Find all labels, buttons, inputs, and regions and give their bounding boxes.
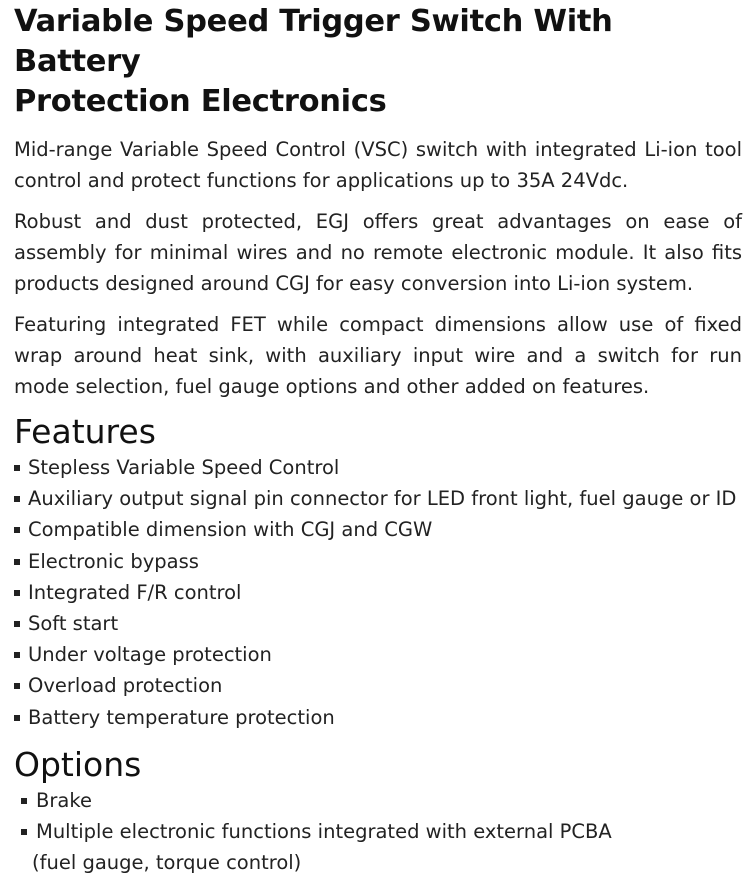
option-text: Multiple electronic functions integrated with external PCBA bbox=[36, 820, 612, 844]
feature-item bbox=[14, 483, 742, 514]
intro-section bbox=[14, 134, 742, 402]
square-bullet-icon bbox=[21, 798, 27, 804]
square-bullet-icon bbox=[14, 496, 20, 502]
feature-item bbox=[14, 577, 742, 608]
feature-item bbox=[14, 608, 742, 639]
option-subtext: (fuel gauge, torque control) bbox=[32, 851, 302, 875]
feature-item bbox=[14, 546, 742, 577]
square-bullet-icon bbox=[14, 715, 20, 721]
options-heading: Options bbox=[14, 744, 142, 784]
feature-item bbox=[14, 452, 742, 483]
feature-item bbox=[14, 702, 742, 733]
intro-paragraph: Mid-range Variable Speed Control (VSC) switch with integrated Li-ion tool control and protect functions for applications up to 35A 24Vdc. bbox=[14, 138, 742, 192]
options-list bbox=[14, 785, 742, 878]
title-line-1: Variable Speed Trigger Switch With Battery bbox=[14, 4, 613, 79]
page-title bbox=[14, 2, 742, 122]
features-heading: Features bbox=[14, 412, 156, 451]
feature-text: Compatible dimension with CGJ and CGW bbox=[28, 518, 433, 542]
square-bullet-icon bbox=[14, 527, 20, 533]
square-bullet-icon bbox=[14, 590, 20, 596]
feature-text: Overload protection bbox=[28, 674, 223, 698]
option-item bbox=[14, 816, 742, 878]
square-bullet-icon bbox=[14, 559, 20, 565]
square-bullet-icon bbox=[21, 829, 27, 835]
product-sheet bbox=[14, 0, 742, 878]
option-text: Brake bbox=[36, 788, 92, 812]
feature-item bbox=[14, 639, 742, 670]
square-bullet-icon bbox=[14, 465, 20, 471]
feature-text: Battery temperature protection bbox=[28, 705, 335, 729]
feature-item bbox=[14, 514, 742, 545]
square-bullet-icon bbox=[14, 652, 20, 658]
feature-text: Soft start bbox=[28, 612, 119, 636]
feature-text: Stepless Variable Speed Control bbox=[28, 456, 340, 479]
square-bullet-icon bbox=[14, 621, 20, 627]
feature-text: Integrated F/R control bbox=[28, 580, 242, 604]
feature-text: Auxiliary output signal pin connector for LED front light, fuel gauge or ID bbox=[28, 487, 737, 511]
option-item bbox=[14, 785, 742, 816]
feature-text: Under voltage protection bbox=[28, 643, 272, 667]
intro-paragraph: Featuring integrated FET while compact dimensions allow use of fixed wrap around heat sink, with auxiliary input wire and a switch for run mode selection, fuel gauge options and other added on features. bbox=[14, 313, 742, 398]
feature-item bbox=[14, 670, 742, 701]
square-bullet-icon bbox=[14, 683, 20, 689]
feature-text: Electronic bypass bbox=[28, 549, 199, 573]
intro-paragraph: Robust and dust protected, EGJ offers great advantages on ease of assembly for minimal wires and no remote electronic module. It also fits products designed around CGJ for easy conversion into Li-ion system. bbox=[14, 210, 742, 295]
features-list bbox=[14, 452, 742, 733]
title-line-2: Protection Electronics bbox=[14, 84, 387, 119]
